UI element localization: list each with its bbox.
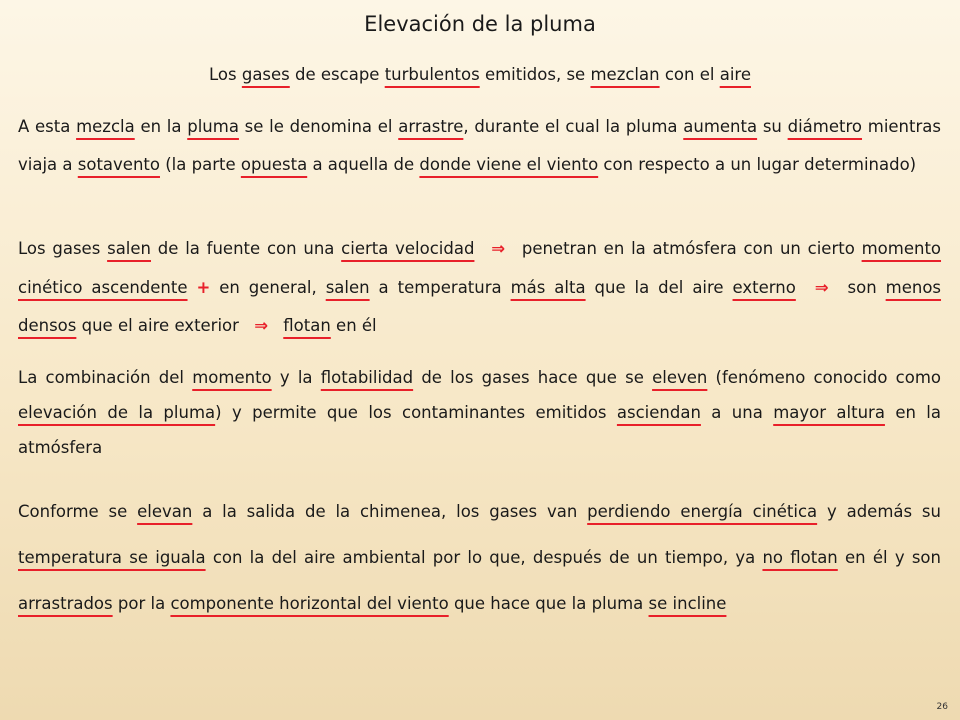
slide-title: Elevación de la pluma	[364, 12, 596, 36]
plus-sign: +	[196, 277, 211, 297]
text-run: ) y permite que los contaminantes emitidos	[215, 403, 617, 422]
text-run: por la	[112, 594, 171, 613]
page-number: 26	[936, 702, 948, 712]
key-term: arrastre	[398, 117, 464, 136]
text-run: a temperatura	[369, 277, 511, 297]
key-term: no flotan	[762, 548, 838, 567]
text-run: en él	[330, 316, 377, 335]
paragraph-inclinacion	[18, 489, 941, 627]
text-run: de escape	[289, 65, 385, 84]
text-run: en general,	[210, 277, 326, 297]
key-term: momento cinético ascendente	[18, 239, 942, 297]
paragraph-elevacion	[18, 360, 941, 465]
text-run: mientras viaja a	[18, 117, 941, 174]
text-run: se le denomina el	[238, 117, 399, 136]
key-term: arrastrados	[18, 594, 113, 613]
text-run: y la	[271, 368, 321, 387]
text-run: Los	[209, 65, 242, 84]
text-run: Los gases	[18, 239, 108, 258]
key-term: sotavento	[77, 155, 160, 174]
key-term: mezclan	[590, 65, 660, 84]
text-run: en él y son	[837, 548, 941, 567]
key-term: gases	[241, 65, 290, 84]
text-run: Conforme se	[18, 502, 138, 521]
key-term: salen	[325, 277, 370, 297]
key-term: temperatura se iguala	[18, 548, 206, 567]
text-run: en la	[134, 117, 188, 136]
text-run: de la fuente con una	[151, 239, 342, 258]
text-run: a una	[700, 403, 774, 422]
key-term: más alta	[510, 277, 586, 297]
text-run: emitidos, se	[479, 65, 591, 84]
key-term: opuesta	[240, 155, 308, 174]
paragraph-momento-flotabilidad	[18, 230, 941, 346]
key-term: perdiendo energía cinética	[587, 502, 818, 521]
key-term: se incline	[648, 594, 727, 613]
key-term: aumenta	[683, 117, 758, 136]
text-run: que hace que la pluma	[448, 594, 649, 613]
text-run: con la del aire ambiental por lo que, después de un tiempo, ya	[205, 548, 763, 567]
text-run: con respecto a un lugar determinado)	[598, 155, 917, 174]
text-run: penetran en la atmósfera con un cierto	[515, 239, 862, 258]
text-run: La combinación del	[18, 368, 193, 387]
text-run: que el aire exterior	[76, 316, 245, 335]
key-term: elevación de la pluma	[18, 403, 216, 422]
text-run: A esta	[18, 117, 77, 136]
text-run: a la salida de la chimenea, los gases van	[192, 502, 588, 521]
key-term: turbulentos	[384, 65, 480, 84]
text-run: (la parte	[159, 155, 241, 174]
key-term: eleven	[652, 368, 708, 387]
implies-arrow-icon: ⇒	[814, 277, 829, 297]
key-term: flotabilidad	[320, 368, 414, 387]
key-term: elevan	[137, 502, 193, 521]
key-term: aire	[719, 65, 751, 84]
text-run: , durante el cual la pluma	[463, 117, 684, 136]
key-term: pluma	[187, 117, 239, 136]
key-term: externo	[732, 277, 796, 297]
text-run: que la del aire	[585, 277, 733, 297]
key-term: flotan	[283, 316, 331, 335]
key-term: componente horizontal del viento	[170, 594, 449, 613]
key-term: salen	[107, 239, 151, 258]
key-term: asciendan	[616, 403, 701, 422]
paragraph-arrastre	[18, 108, 941, 184]
text-run: con el	[659, 65, 720, 84]
text-run	[796, 278, 805, 297]
key-term: donde viene el viento	[419, 155, 599, 174]
text-run: son	[838, 277, 886, 297]
text-run: y además su	[817, 502, 941, 521]
text-run: de los gases hace que se	[413, 368, 653, 387]
key-term: diámetro	[787, 117, 863, 136]
key-term: mayor altura	[773, 403, 885, 422]
text-run: a aquella de	[307, 155, 420, 174]
text-run: su	[757, 117, 788, 136]
text-run: en la atmósfera	[18, 403, 942, 457]
key-term: momento	[192, 368, 272, 387]
slide-subtitle	[0, 65, 960, 84]
implies-arrow-icon: ⇒	[491, 239, 506, 258]
key-term: menos densos	[18, 277, 942, 335]
text-run: (fenómeno conocido como	[707, 368, 941, 387]
implies-arrow-icon: ⇒	[254, 316, 269, 335]
key-term: cierta velocidad	[341, 239, 475, 258]
key-term: mezcla	[76, 117, 135, 136]
